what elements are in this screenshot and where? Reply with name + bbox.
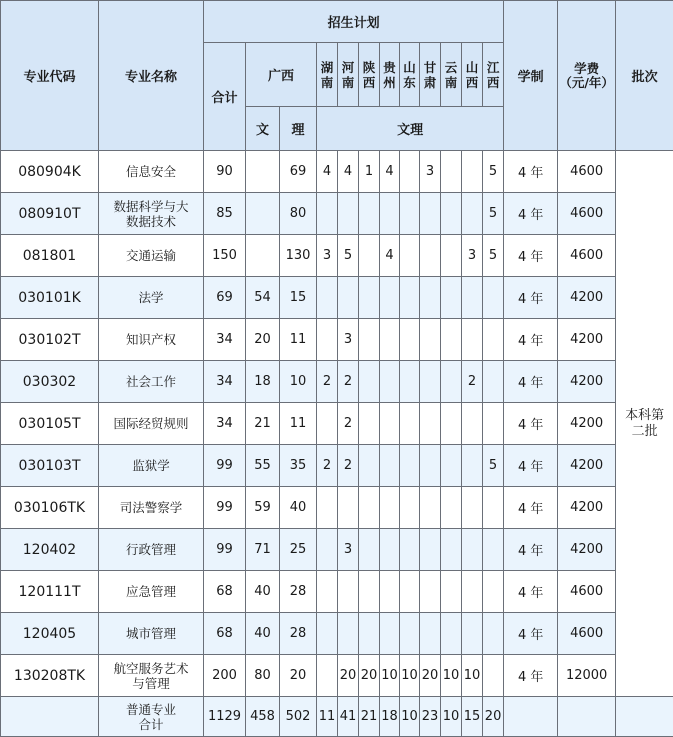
header-province: 陕 西 xyxy=(359,43,380,107)
province-cell xyxy=(380,571,400,613)
province-cell: 18 xyxy=(380,697,400,737)
province-cell: 2 xyxy=(338,403,359,445)
province-cell xyxy=(400,235,420,277)
table-row xyxy=(1,319,673,361)
table-row xyxy=(1,655,673,697)
fee-cell: 4200 xyxy=(558,361,616,403)
province-cell xyxy=(420,487,441,529)
province-cell xyxy=(483,361,504,403)
province-cell xyxy=(400,151,420,193)
province-cell xyxy=(359,193,380,235)
province-cell: 15 xyxy=(462,697,483,737)
guangxi-wen-cell: 20 xyxy=(246,319,280,361)
province-cell: 5 xyxy=(483,151,504,193)
province-cell xyxy=(380,277,400,319)
province-cell xyxy=(462,319,483,361)
fee-cell: 4200 xyxy=(558,487,616,529)
major-code-cell: 030102T xyxy=(1,319,99,361)
province-cell: 5 xyxy=(483,445,504,487)
province-cell xyxy=(400,319,420,361)
province-cell xyxy=(380,403,400,445)
province-cell xyxy=(483,613,504,655)
major-name-cell: 城市管理 xyxy=(99,613,204,655)
duration-cell: 4 年 xyxy=(504,193,558,235)
province-cell: 10 xyxy=(400,697,420,737)
province-cell: 3 xyxy=(420,151,441,193)
province-cell xyxy=(400,529,420,571)
province-cell xyxy=(359,235,380,277)
province-cell xyxy=(317,403,338,445)
province-cell: 3 xyxy=(462,235,483,277)
guangxi-wen-cell: 71 xyxy=(246,529,280,571)
province-cell xyxy=(400,403,420,445)
province-cell: 4 xyxy=(380,235,400,277)
province-cell xyxy=(462,277,483,319)
guangxi-li-cell: 28 xyxy=(280,613,317,655)
guangxi-wen-cell xyxy=(246,235,280,277)
total-cell: 90 xyxy=(204,151,246,193)
province-cell xyxy=(359,403,380,445)
province-cell xyxy=(338,193,359,235)
province-cell xyxy=(317,613,338,655)
fee-cell: 4600 xyxy=(558,193,616,235)
total-cell: 99 xyxy=(204,445,246,487)
total-cell: 34 xyxy=(204,403,246,445)
major-code-cell: 120402 xyxy=(1,529,99,571)
guangxi-wen-cell: 458 xyxy=(246,697,280,737)
province-cell xyxy=(400,361,420,403)
province-cell: 2 xyxy=(462,361,483,403)
province-cell xyxy=(338,571,359,613)
province-cell xyxy=(380,529,400,571)
province-cell: 4 xyxy=(380,151,400,193)
fee-cell: 4600 xyxy=(558,235,616,277)
guangxi-wen-cell: 40 xyxy=(246,571,280,613)
province-cell: 20 xyxy=(338,655,359,697)
province-cell xyxy=(420,319,441,361)
province-cell xyxy=(359,277,380,319)
header-wen: 文 xyxy=(246,107,280,151)
province-cell xyxy=(380,319,400,361)
major-code-cell: 120111T xyxy=(1,571,99,613)
duration-cell: 4 年 xyxy=(504,403,558,445)
province-cell xyxy=(380,613,400,655)
guangxi-wen-cell xyxy=(246,151,280,193)
province-cell xyxy=(380,361,400,403)
total-cell: 200 xyxy=(204,655,246,697)
province-cell xyxy=(420,445,441,487)
table-row xyxy=(1,613,673,655)
header-wenli: 文理 xyxy=(317,107,504,151)
total-cell: 99 xyxy=(204,487,246,529)
guangxi-li-cell: 20 xyxy=(280,655,317,697)
fee-cell: 4200 xyxy=(558,403,616,445)
province-cell xyxy=(317,571,338,613)
province-cell: 3 xyxy=(338,529,359,571)
fee-cell: 4200 xyxy=(558,529,616,571)
header-batch: 批次 xyxy=(616,1,673,151)
header-fee: 学费 （元/年） xyxy=(558,1,616,151)
province-cell xyxy=(483,277,504,319)
major-code-cell: 030106TK xyxy=(1,487,99,529)
table-row xyxy=(1,571,673,613)
province-cell: 4 xyxy=(317,151,338,193)
total-cell: 34 xyxy=(204,361,246,403)
province-cell xyxy=(420,529,441,571)
guangxi-wen-cell: 59 xyxy=(246,487,280,529)
province-cell xyxy=(400,193,420,235)
province-cell xyxy=(420,403,441,445)
province-cell: 5 xyxy=(483,193,504,235)
province-cell xyxy=(483,487,504,529)
province-cell: 3 xyxy=(317,235,338,277)
province-cell xyxy=(462,529,483,571)
header-province: 云 南 xyxy=(441,43,462,107)
province-cell xyxy=(483,403,504,445)
guangxi-li-cell: 25 xyxy=(280,529,317,571)
province-cell xyxy=(359,445,380,487)
major-name-cell: 司法警察学 xyxy=(99,487,204,529)
major-code-cell: 080904K xyxy=(1,151,99,193)
major-code-cell: 130208TK xyxy=(1,655,99,697)
total-cell: 1129 xyxy=(204,697,246,737)
guangxi-wen-cell: 55 xyxy=(246,445,280,487)
province-cell xyxy=(441,235,462,277)
table-row xyxy=(1,151,673,193)
total-cell: 69 xyxy=(204,277,246,319)
province-cell xyxy=(317,529,338,571)
province-cell xyxy=(483,529,504,571)
fee-cell: 4200 xyxy=(558,277,616,319)
duration-cell: 4 年 xyxy=(504,445,558,487)
batch-cell xyxy=(616,697,673,737)
province-cell xyxy=(338,487,359,529)
table-row xyxy=(1,235,673,277)
header-total: 合计 xyxy=(204,43,246,151)
table-row xyxy=(1,193,673,235)
province-cell xyxy=(441,445,462,487)
guangxi-li-cell: 130 xyxy=(280,235,317,277)
guangxi-li-cell: 502 xyxy=(280,697,317,737)
province-cell: 2 xyxy=(338,445,359,487)
province-cell xyxy=(441,277,462,319)
header-li: 理 xyxy=(280,107,317,151)
total-cell: 68 xyxy=(204,571,246,613)
guangxi-wen-cell: 80 xyxy=(246,655,280,697)
major-name-cell: 社会工作 xyxy=(99,361,204,403)
major-name-cell: 国际经贸规则 xyxy=(99,403,204,445)
header-province: 贵 州 xyxy=(380,43,400,107)
guangxi-li-cell: 28 xyxy=(280,571,317,613)
batch-cell: 本科第 二批 xyxy=(616,151,673,697)
table-row xyxy=(1,277,673,319)
province-cell xyxy=(462,487,483,529)
table-header xyxy=(1,1,673,151)
fee-cell: 4600 xyxy=(558,613,616,655)
province-cell: 4 xyxy=(338,151,359,193)
header-province: 河 南 xyxy=(338,43,359,107)
province-cell: 23 xyxy=(420,697,441,737)
province-cell xyxy=(380,487,400,529)
guangxi-li-cell: 80 xyxy=(280,193,317,235)
province-cell xyxy=(359,529,380,571)
header-name: 专业名称 xyxy=(99,1,204,151)
province-cell xyxy=(338,613,359,655)
duration-cell xyxy=(504,697,558,737)
province-cell: 2 xyxy=(338,361,359,403)
table-body xyxy=(1,151,673,737)
major-name-cell: 监狱学 xyxy=(99,445,204,487)
province-cell xyxy=(441,361,462,403)
total-cell: 34 xyxy=(204,319,246,361)
guangxi-li-cell: 10 xyxy=(280,361,317,403)
province-cell xyxy=(483,571,504,613)
guangxi-li-cell: 11 xyxy=(280,319,317,361)
duration-cell: 4 年 xyxy=(504,529,558,571)
fee-cell: 4200 xyxy=(558,319,616,361)
table-row xyxy=(1,487,673,529)
guangxi-li-cell: 15 xyxy=(280,277,317,319)
major-name-cell: 应急管理 xyxy=(99,571,204,613)
province-cell xyxy=(338,277,359,319)
province-cell xyxy=(359,487,380,529)
header-code: 专业代码 xyxy=(1,1,99,151)
header-plan: 招生计划 xyxy=(204,1,504,43)
major-name-cell: 航空服务艺术 与管理 xyxy=(99,655,204,697)
fee-cell: 4600 xyxy=(558,571,616,613)
province-cell: 1 xyxy=(359,151,380,193)
province-cell xyxy=(462,613,483,655)
province-cell: 11 xyxy=(317,697,338,737)
province-cell xyxy=(359,613,380,655)
guangxi-wen-cell: 54 xyxy=(246,277,280,319)
duration-cell: 4 年 xyxy=(504,319,558,361)
province-cell: 10 xyxy=(380,655,400,697)
total-row xyxy=(1,697,673,737)
major-code-cell: 030105T xyxy=(1,403,99,445)
guangxi-li-cell: 11 xyxy=(280,403,317,445)
province-cell: 20 xyxy=(420,655,441,697)
province-cell xyxy=(317,319,338,361)
province-cell xyxy=(317,193,338,235)
total-cell: 68 xyxy=(204,613,246,655)
guangxi-wen-cell: 40 xyxy=(246,613,280,655)
province-cell: 20 xyxy=(483,697,504,737)
province-cell xyxy=(483,319,504,361)
major-code-cell: 030302 xyxy=(1,361,99,403)
total-cell: 85 xyxy=(204,193,246,235)
province-cell xyxy=(380,193,400,235)
major-name-cell: 数据科学与大 数据技术 xyxy=(99,193,204,235)
fee-cell: 12000 xyxy=(558,655,616,697)
duration-cell: 4 年 xyxy=(504,655,558,697)
guangxi-li-cell: 69 xyxy=(280,151,317,193)
province-cell xyxy=(441,613,462,655)
province-cell: 21 xyxy=(359,697,380,737)
guangxi-wen-cell xyxy=(246,193,280,235)
province-cell xyxy=(462,403,483,445)
province-cell xyxy=(359,361,380,403)
duration-cell: 4 年 xyxy=(504,571,558,613)
province-cell xyxy=(420,613,441,655)
province-cell xyxy=(483,655,504,697)
major-code-cell: 120405 xyxy=(1,613,99,655)
province-cell xyxy=(380,445,400,487)
table-row xyxy=(1,445,673,487)
header-province: 山 东 xyxy=(400,43,420,107)
province-cell xyxy=(441,403,462,445)
guangxi-li-cell: 35 xyxy=(280,445,317,487)
province-cell: 20 xyxy=(359,655,380,697)
province-cell: 41 xyxy=(338,697,359,737)
header-province: 山 西 xyxy=(462,43,483,107)
province-cell xyxy=(420,361,441,403)
fee-cell: 4200 xyxy=(558,445,616,487)
header-duration: 学制 xyxy=(504,1,558,151)
duration-cell: 4 年 xyxy=(504,613,558,655)
province-cell xyxy=(400,571,420,613)
province-cell: 5 xyxy=(483,235,504,277)
table-row xyxy=(1,361,673,403)
duration-cell: 4 年 xyxy=(504,151,558,193)
major-name-cell: 行政管理 xyxy=(99,529,204,571)
guangxi-wen-cell: 18 xyxy=(246,361,280,403)
major-code-cell: 030101K xyxy=(1,277,99,319)
province-cell xyxy=(400,277,420,319)
header-province: 甘 肃 xyxy=(420,43,441,107)
header-guangxi: 广西 xyxy=(246,43,317,107)
duration-cell: 4 年 xyxy=(504,487,558,529)
province-cell: 10 xyxy=(400,655,420,697)
guangxi-wen-cell: 21 xyxy=(246,403,280,445)
province-cell xyxy=(441,193,462,235)
province-cell xyxy=(420,571,441,613)
province-cell xyxy=(317,277,338,319)
province-cell xyxy=(359,319,380,361)
province-cell xyxy=(420,277,441,319)
province-cell xyxy=(441,571,462,613)
province-cell xyxy=(420,193,441,235)
major-code-cell: 081801 xyxy=(1,235,99,277)
province-cell: 2 xyxy=(317,361,338,403)
province-cell: 10 xyxy=(462,655,483,697)
province-cell: 10 xyxy=(441,697,462,737)
major-name-cell: 普通专业 合计 xyxy=(99,697,204,737)
province-cell xyxy=(317,487,338,529)
province-cell xyxy=(317,655,338,697)
duration-cell: 4 年 xyxy=(504,235,558,277)
province-cell xyxy=(441,529,462,571)
province-cell xyxy=(400,445,420,487)
major-name-cell: 交通运输 xyxy=(99,235,204,277)
header-province: 湖 南 xyxy=(317,43,338,107)
province-cell xyxy=(400,613,420,655)
total-cell: 150 xyxy=(204,235,246,277)
province-cell xyxy=(462,151,483,193)
province-cell xyxy=(462,193,483,235)
header-province: 江 西 xyxy=(483,43,504,107)
province-cell: 3 xyxy=(338,319,359,361)
fee-cell: 4600 xyxy=(558,151,616,193)
province-cell: 10 xyxy=(441,655,462,697)
province-cell: 2 xyxy=(317,445,338,487)
province-cell xyxy=(400,487,420,529)
table-row xyxy=(1,403,673,445)
major-name-cell: 信息安全 xyxy=(99,151,204,193)
total-cell: 99 xyxy=(204,529,246,571)
province-cell xyxy=(420,235,441,277)
province-cell xyxy=(441,151,462,193)
major-name-cell: 法学 xyxy=(99,277,204,319)
province-cell xyxy=(462,571,483,613)
province-cell xyxy=(441,487,462,529)
province-cell: 5 xyxy=(338,235,359,277)
major-code-cell: 030103T xyxy=(1,445,99,487)
table-row xyxy=(1,529,673,571)
province-cell xyxy=(462,445,483,487)
province-cell xyxy=(359,571,380,613)
guangxi-li-cell: 40 xyxy=(280,487,317,529)
duration-cell: 4 年 xyxy=(504,361,558,403)
fee-cell xyxy=(558,697,616,737)
major-code-cell xyxy=(1,697,99,737)
major-name-cell: 知识产权 xyxy=(99,319,204,361)
province-cell xyxy=(441,319,462,361)
major-code-cell: 080910T xyxy=(1,193,99,235)
duration-cell: 4 年 xyxy=(504,277,558,319)
